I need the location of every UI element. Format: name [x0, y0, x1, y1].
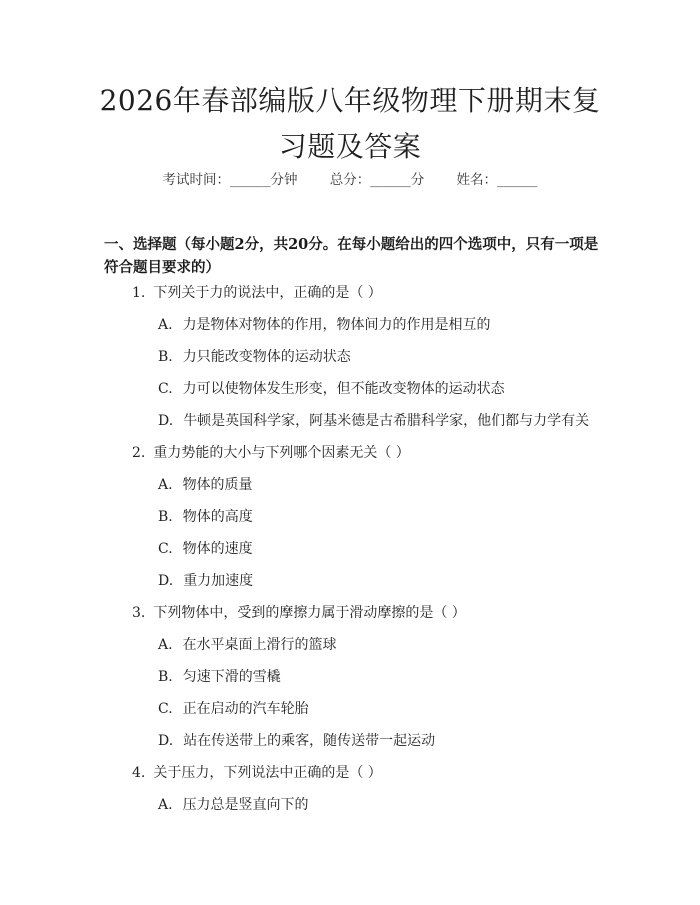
question-1-option-b: [158, 346, 351, 366]
question-text: 重力势能的大小与下列哪个因素无关（ ）: [153, 445, 410, 461]
question-2: [132, 442, 410, 462]
section-heading-multiple-choice: 一、选择题（每小题2分，共20分。在每小题给出的四个选项中，只有一项是符合题目要求的）: [104, 236, 599, 276]
option-text: 力是物体对物体的作用，物体间力的作用是相互的: [182, 317, 491, 333]
option-text: 力可以使物体发生形变，但不能改变物体的运动状态: [182, 381, 505, 397]
option-text: 物体的质量: [182, 477, 253, 493]
option-letter: B.: [158, 349, 173, 365]
option-letter: A.: [158, 637, 173, 653]
question-1: [132, 282, 382, 302]
option-letter: D.: [158, 413, 174, 429]
option-text: 物体的高度: [182, 509, 253, 525]
option-text: 重力加速度: [183, 573, 254, 589]
exam-info-row: [0, 168, 700, 188]
question-text: 下列关于力的说法中，正确的是（ ）: [153, 285, 382, 301]
option-letter: A.: [158, 477, 173, 493]
question-4: [132, 762, 382, 782]
option-text: 压力总是竖直向下的: [182, 797, 309, 813]
option-text: 牛顿是英国科学家，阿基米德是古希腊科学家，他们都与力学有关: [183, 413, 590, 429]
option-text: 正在启动的汽车轮胎: [182, 701, 309, 717]
option-text: 匀速下滑的雪橇: [182, 669, 281, 685]
option-text: 站在传送带上的乘客，随传送带一起运动: [183, 733, 436, 749]
question-number: 2.: [132, 445, 146, 461]
question-text: 关于压力，下列说法中正确的是（ ）: [153, 765, 382, 781]
question-2-option-b: [158, 506, 253, 526]
option-letter: B.: [158, 669, 173, 685]
question-number: 1.: [132, 285, 146, 301]
question-text: 下列物体中，受到的摩擦力属于滑动摩擦的是（ ）: [153, 605, 466, 621]
document-title: 2026年春部编版八年级物理下册期末复习题及答案: [99, 84, 601, 163]
question-3-option-c: [158, 698, 309, 718]
option-letter: B.: [158, 509, 173, 525]
question-3: [132, 602, 466, 622]
question-2-option-c: [158, 538, 253, 558]
question-4-option-a: [158, 794, 309, 814]
option-letter: D.: [158, 733, 174, 749]
question-3-option-d: [158, 730, 435, 750]
option-letter: C.: [158, 381, 173, 397]
question-3-option-b: [158, 666, 281, 686]
question-3-option-a: [158, 634, 337, 654]
exam-time-field: 考试时间：______分钟: [162, 172, 298, 188]
option-letter: C.: [158, 701, 173, 717]
question-2-option-a: [158, 474, 253, 494]
question-1-option-c: [158, 378, 505, 398]
option-text: 物体的速度: [182, 541, 253, 557]
total-score-field: 总分：______分: [329, 172, 425, 188]
question-number: 3.: [132, 605, 146, 621]
option-letter: C.: [158, 541, 173, 557]
student-name-field: 姓名：______: [456, 172, 538, 188]
question-2-option-d: [158, 570, 253, 590]
option-letter: A.: [158, 317, 173, 333]
question-number: 4.: [132, 765, 146, 781]
question-1-option-d: [158, 410, 589, 430]
option-text: 力只能改变物体的运动状态: [182, 349, 351, 365]
option-letter: A.: [158, 797, 173, 813]
option-letter: D.: [158, 573, 174, 589]
question-1-option-a: [158, 314, 491, 334]
option-text: 在水平桌面上滑行的篮球: [182, 637, 337, 653]
